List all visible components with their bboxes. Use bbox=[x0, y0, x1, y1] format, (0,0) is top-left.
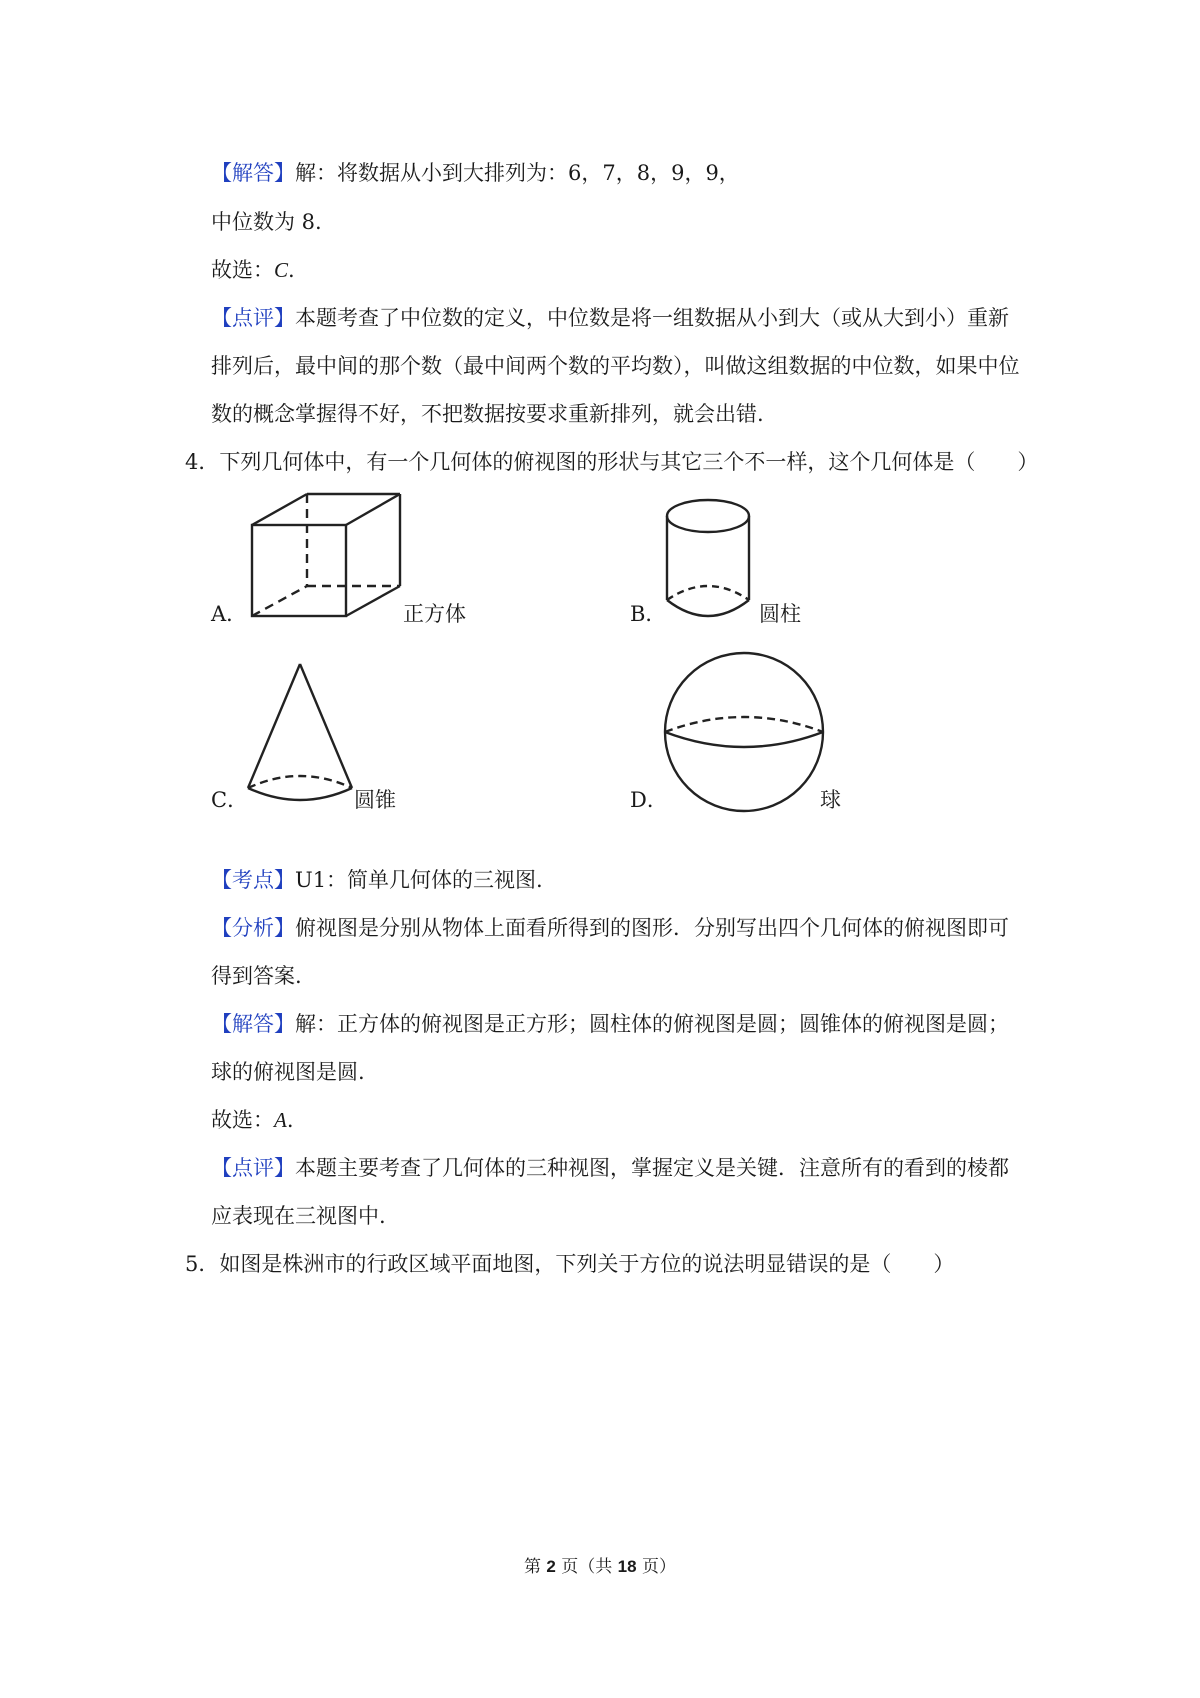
option-d-letter: D． bbox=[630, 788, 668, 812]
q4-answer-line1 bbox=[211, 1011, 1009, 1037]
comment-tag: 【点评】 bbox=[211, 306, 295, 330]
choice-letter: A bbox=[274, 1108, 287, 1132]
q3-comment-line2: 排列后，最中间的那个数（最中间两个数的平均数），叫做这组数据的中位数，如果中位 bbox=[211, 354, 1020, 378]
q4-fenxi-line2: 得到答案. bbox=[211, 964, 302, 988]
choice-prefix: 故选： bbox=[211, 1108, 274, 1132]
q4-fenxi-line1 bbox=[211, 915, 1009, 941]
footer-middle: 页（共 bbox=[555, 1557, 618, 1577]
option-b-letter: B． bbox=[630, 602, 667, 626]
q3-comment-line3: 数的概念掌握得不好，不把数据按要求重新排列，就会出错. bbox=[211, 402, 764, 426]
question-number: 5． bbox=[185, 1252, 220, 1276]
footer-total-pages: 18 bbox=[617, 1557, 637, 1576]
q3-choice-line bbox=[211, 257, 295, 283]
cube-icon bbox=[244, 490, 404, 624]
answer-text: 解：正方体的俯视图是正方形；圆柱体的俯视图是圆；圆锥体的俯视图是圆； bbox=[295, 1012, 1009, 1036]
question-stem: 下列几何体中，有一个几何体的俯视图的形状与其它三个不一样，这个几何体是（ ） bbox=[219, 450, 1039, 474]
footer-suffix: 页） bbox=[636, 1557, 676, 1577]
fenxi-tag: 【分析】 bbox=[211, 916, 295, 940]
q4-comment-line2: 应表现在三视图中. bbox=[211, 1204, 386, 1228]
kaodian-text: U1：简单几何体的三视图. bbox=[295, 868, 543, 892]
q3-comment-line1 bbox=[211, 305, 1009, 331]
kaodian-tag: 【考点】 bbox=[211, 868, 295, 892]
cone-icon bbox=[242, 660, 358, 808]
comment-tag: 【点评】 bbox=[211, 1156, 295, 1180]
answer-tag: 【解答】 bbox=[211, 1012, 295, 1036]
q5-stem-line bbox=[185, 1251, 954, 1277]
fenxi-text: 俯视图是分别从物体上面看所得到的图形．分别写出四个几何体的俯视图即可 bbox=[295, 916, 1009, 940]
q4-stem-line bbox=[185, 449, 1038, 475]
option-c-name: 圆锥 bbox=[354, 788, 396, 812]
q3-median-line: 中位数为 8. bbox=[211, 210, 322, 234]
choice-suffix: . bbox=[288, 258, 295, 282]
sphere-icon bbox=[661, 648, 827, 816]
choice-letter: C bbox=[274, 258, 289, 282]
option-d-name: 球 bbox=[820, 788, 841, 812]
q4-comment-line1 bbox=[211, 1155, 1009, 1181]
page-footer bbox=[0, 1556, 1200, 1578]
cylinder-icon bbox=[660, 496, 756, 630]
choice-suffix: . bbox=[286, 1108, 294, 1132]
answer-text: 解：将数据从小到大排列为：6，7，8，9，9， bbox=[295, 161, 740, 185]
q4-choice-line bbox=[211, 1107, 294, 1133]
footer-prefix: 第 bbox=[523, 1557, 547, 1577]
q4-kaodian-line bbox=[211, 867, 543, 893]
option-b-name: 圆柱 bbox=[759, 602, 801, 626]
option-a-name: 正方体 bbox=[403, 602, 466, 626]
comment-text: 本题主要考查了几何体的三种视图，掌握定义是关键．注意所有的看到的棱都 bbox=[295, 1156, 1009, 1180]
option-c-letter: C． bbox=[211, 788, 249, 812]
question-stem: 如图是株洲市的行政区域平面地图，下列关于方位的说法明显错误的是（ ） bbox=[219, 1252, 955, 1276]
option-a-letter: A． bbox=[211, 602, 248, 626]
question-number: 4． bbox=[185, 450, 220, 474]
answer-tag: 【解答】 bbox=[211, 161, 295, 185]
choice-prefix: 故选： bbox=[211, 258, 274, 282]
q3-answer-line bbox=[211, 160, 740, 186]
footer-page-number: 2 bbox=[546, 1557, 556, 1576]
q4-answer-line2: 球的俯视图是圆. bbox=[211, 1060, 365, 1084]
comment-text: 本题考查了中位数的定义，中位数是将一组数据从小到大（或从大到小）重新 bbox=[295, 306, 1009, 330]
